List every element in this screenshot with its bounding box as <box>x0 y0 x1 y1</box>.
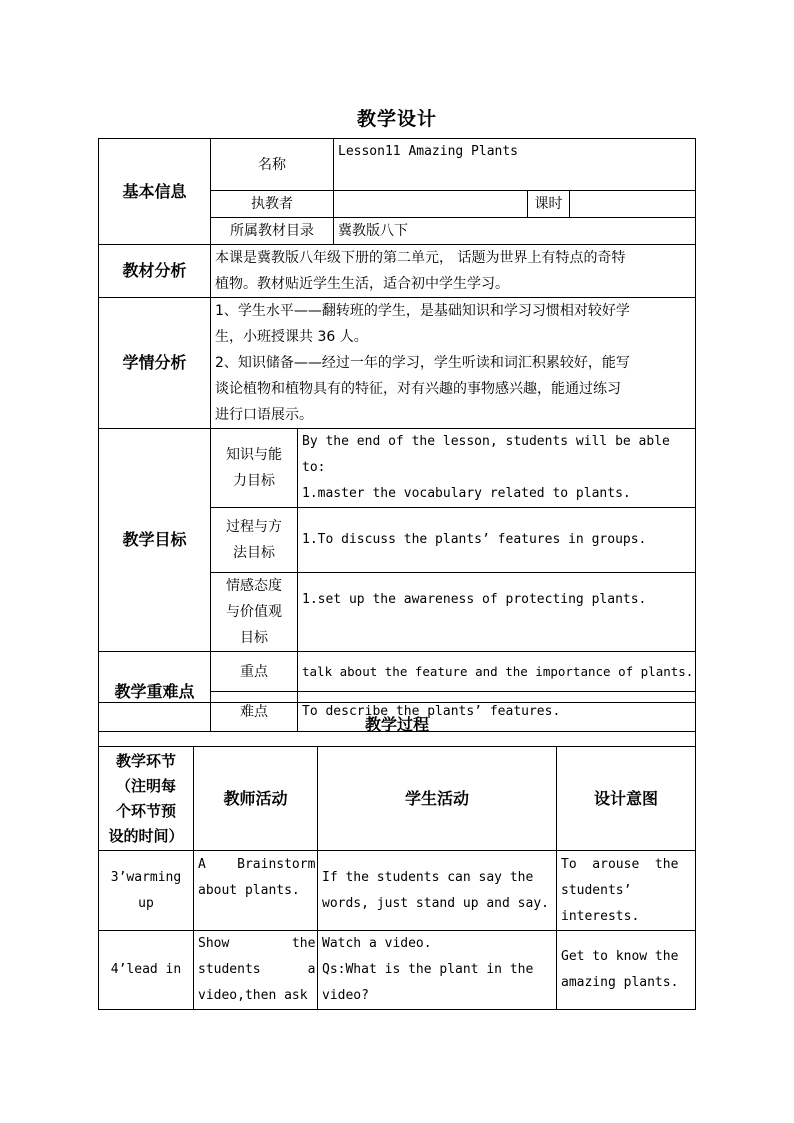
text-line: By the end of the lesson, students will be able to: <box>302 434 670 475</box>
emotion-goal-label <box>211 573 298 652</box>
student-activity-cell <box>318 931 557 1010</box>
learner-analysis-header: 学情分析 <box>99 298 211 429</box>
text-line: If the students can say the <box>322 869 534 885</box>
difficult-point-text: To describe the plants’ features. <box>298 692 696 732</box>
label-line: 知识与能 <box>226 447 282 463</box>
stage-header <box>99 747 194 851</box>
text-line: video? <box>322 988 369 1003</box>
period-label: 课时 <box>528 191 570 218</box>
learner-analysis-text <box>211 298 696 429</box>
text-line: 1、学生水平——翻转班的学生，是基础知识和学习习惯相对较好学 <box>215 303 630 319</box>
text-line: 1.master the vocabulary related to plants. <box>302 486 631 501</box>
stage-cell <box>99 851 194 931</box>
text-line: 植物。教材贴近学生生活，适合初中学生学习。 <box>215 276 509 292</box>
text-line: Show the <box>198 936 316 951</box>
text-line: Watch a video. <box>322 936 432 951</box>
process-table <box>98 702 696 1010</box>
text-line: up <box>138 895 154 911</box>
label-line: 过程与方 <box>226 519 282 535</box>
label-line: 与价值观 <box>226 604 282 620</box>
textbook-label: 所属教材目录 <box>211 218 334 245</box>
text-line: 谈论植物和植物具有的特征，对有兴趣的事物感兴趣，能通过练习 <box>215 381 621 397</box>
text-line: interests. <box>561 909 640 924</box>
label-line: 法目标 <box>233 545 275 561</box>
label-line: 目标 <box>240 630 268 646</box>
goals-header: 教学目标 <box>99 429 211 652</box>
text-line: 进行口语展示。 <box>215 407 313 423</box>
text-line: students a <box>198 962 316 977</box>
text-line: 4’lead in <box>110 962 182 977</box>
text-line: 2、知识储备——经过一年的学习，学生听读和词汇积累较好，能写 <box>215 355 630 371</box>
material-analysis-header: 教材分析 <box>99 245 211 298</box>
label-line: 力目标 <box>233 473 275 489</box>
page-title: 教学设计 <box>356 108 437 130</box>
knowledge-goal-label <box>211 429 298 508</box>
text-line: 生，小班授课共 36 人。 <box>215 329 368 345</box>
difficult-point-label: 难点 <box>211 692 298 732</box>
table-row <box>99 931 696 1010</box>
emotion-goal-text: 1.set up the awareness of protecting plants. <box>298 573 696 652</box>
text-line: A Brainstorm <box>198 857 316 872</box>
process-goal-text: 1.To discuss the plants’ features in groups. <box>298 508 696 573</box>
name-label: 名称 <box>211 139 334 191</box>
design-intent-header: 设计意图 <box>557 747 696 851</box>
text-line: 本课是冀教版八年级下册的第二单元， 话题为世界上有特点的奇特 <box>215 250 626 266</box>
text-line: video,then ask <box>198 988 308 1003</box>
key-point-text: talk about the feature and the importance of plants. <box>298 652 696 692</box>
process-title: 教学过程 <box>99 703 696 747</box>
text-line: Get to know the <box>561 949 679 964</box>
text-line: words, just stand up and say. <box>322 895 549 911</box>
key-point-label: 重点 <box>211 652 298 692</box>
table-row <box>99 851 696 931</box>
process-goal-label <box>211 508 298 573</box>
student-activity-header: 学生活动 <box>318 747 557 851</box>
header-line: 个环节预 <box>115 801 176 820</box>
text-line: Qs:What is the plant in the <box>322 962 534 977</box>
header-line: （注明每 <box>115 776 176 795</box>
design-intent-cell <box>557 851 696 931</box>
teacher-label: 执教者 <box>211 191 334 218</box>
text-line: about plants. <box>198 883 300 898</box>
key-points-header: 教学重难点 <box>99 652 211 732</box>
header-line: 设的时间） <box>108 826 184 845</box>
teacher-activity-cell <box>194 851 318 931</box>
teacher-activity-header: 教师活动 <box>194 747 318 851</box>
student-activity-cell <box>318 851 557 931</box>
header-line: 教学环节 <box>115 751 176 770</box>
period-value <box>570 191 696 218</box>
label-line: 情感态度 <box>226 578 282 594</box>
text-line: 3’warming <box>110 869 182 885</box>
text-line: To arouse the <box>561 857 679 872</box>
design-intent-cell <box>557 931 696 1010</box>
basic-info-header: 基本信息 <box>99 139 211 245</box>
material-analysis-text <box>211 245 696 298</box>
info-table <box>98 138 696 732</box>
text-line: amazing plants. <box>561 975 679 990</box>
textbook-value: 冀教版八下 <box>334 218 696 245</box>
knowledge-goal-text <box>298 429 696 508</box>
teacher-activity-cell <box>194 931 318 1010</box>
stage-cell <box>99 931 194 1010</box>
name-value: Lesson11 Amazing Plants <box>334 139 696 191</box>
text-line: students’ <box>561 883 632 898</box>
teacher-value <box>334 191 528 218</box>
